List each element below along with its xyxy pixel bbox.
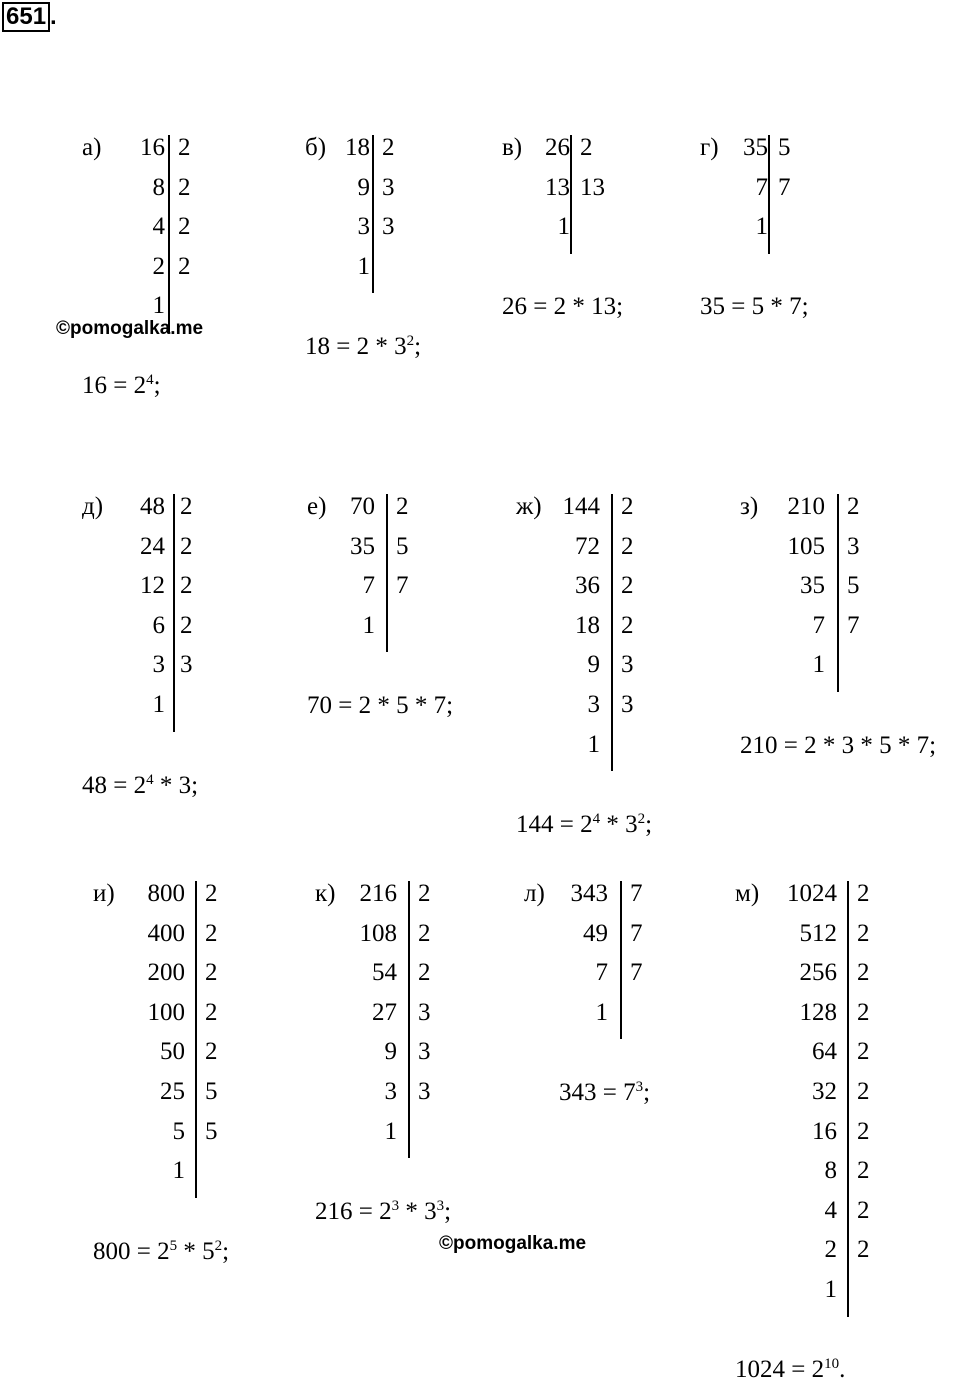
- prime-factor: 7: [630, 959, 643, 987]
- prime-factor: 2: [857, 880, 870, 907]
- result-text: 343 = 7: [559, 1079, 636, 1106]
- exponent: 3: [436, 1198, 445, 1214]
- prime-factor: 3: [847, 532, 860, 560]
- prime-factor: 2: [205, 919, 218, 947]
- dividend: 7: [595, 959, 608, 987]
- prime-factor: 2: [621, 611, 634, 639]
- dividend: 49: [583, 919, 608, 947]
- dividend: 2: [152, 252, 165, 280]
- dividend: 144: [562, 493, 600, 520]
- dividend: 1: [557, 213, 570, 241]
- dividend: 2: [824, 1236, 837, 1264]
- result-text: 16 = 2: [82, 372, 147, 399]
- prime-factor: 7: [630, 919, 643, 947]
- prime-factor: 2: [857, 1196, 870, 1224]
- prime-factor: 3: [418, 1078, 431, 1105]
- prime-factor: 2: [418, 919, 431, 947]
- prime-factor: 2: [857, 1078, 870, 1105]
- factorization-result: [315, 1197, 451, 1227]
- dividend: 1: [152, 691, 165, 718]
- dividend: 16: [812, 1117, 837, 1145]
- prime-factor: 2: [857, 1117, 870, 1145]
- dividend: 108: [359, 919, 397, 947]
- dividend: 7: [362, 572, 375, 600]
- result-text: * 3;: [153, 772, 199, 799]
- dividend: 1: [824, 1276, 837, 1303]
- division-line: [168, 135, 170, 333]
- result-text: 35 = 5 * 7;: [700, 293, 809, 320]
- prime-factor: 7: [778, 173, 791, 201]
- dividend: 12: [140, 572, 165, 600]
- dividend: 35: [350, 532, 375, 560]
- prime-factor: 2: [178, 173, 191, 201]
- dividend: 105: [787, 532, 825, 560]
- prime-factor: 2: [418, 880, 431, 907]
- prime-factor: 13: [580, 173, 605, 201]
- dividend: 6: [152, 611, 165, 639]
- prime-factor: 2: [178, 134, 191, 161]
- result-text: ;: [444, 1198, 452, 1225]
- prime-factor: 3: [418, 1038, 431, 1066]
- factorization-result: [82, 771, 198, 801]
- problem-number: [2, 2, 57, 32]
- dividend: 35: [800, 572, 825, 600]
- item-label: б): [305, 134, 327, 161]
- exponent: 3: [391, 1198, 400, 1214]
- prime-factor: 2: [180, 493, 193, 520]
- prime-factor: 5: [396, 532, 409, 560]
- item-label: к): [315, 880, 336, 907]
- result-text: ;: [414, 333, 422, 360]
- item-label: л): [524, 880, 545, 907]
- division-line: [620, 881, 622, 1039]
- dividend: 200: [147, 959, 185, 987]
- problem-number-box: 651: [2, 2, 50, 32]
- prime-factor: 2: [621, 493, 634, 520]
- dividend: 5: [172, 1117, 185, 1145]
- dividend: 1: [152, 292, 165, 320]
- prime-factor: 3: [621, 691, 634, 718]
- exponent: 3: [635, 1079, 644, 1095]
- problem-number-suffix: .: [50, 3, 57, 30]
- dividend: 70: [350, 493, 375, 520]
- item-label: в): [502, 134, 523, 161]
- factorization-result: [735, 1355, 845, 1385]
- result-text: 210 = 2 * 3 * 5 * 7;: [740, 732, 937, 759]
- item-label: а): [82, 134, 102, 161]
- factorization-result: [700, 292, 809, 322]
- division-line: [611, 494, 613, 771]
- prime-factor: 2: [178, 252, 191, 280]
- item-label: д): [82, 493, 104, 520]
- dividend: 24: [140, 532, 165, 560]
- dividend: 4: [824, 1196, 837, 1224]
- result-text: 216 = 2: [315, 1198, 392, 1225]
- result-text: 1024 = 2: [735, 1356, 825, 1383]
- factorization-result: [305, 332, 421, 362]
- exponent: 10: [824, 1356, 840, 1372]
- prime-factor: 2: [178, 213, 191, 241]
- dividend: 36: [575, 572, 600, 600]
- dividend: 9: [357, 173, 370, 201]
- factorization-result: [93, 1237, 229, 1267]
- item-label: и): [93, 880, 115, 907]
- prime-factor: 2: [205, 998, 218, 1026]
- prime-factor: 2: [580, 134, 593, 161]
- prime-factor: 5: [205, 1117, 218, 1145]
- prime-factor: 5: [205, 1078, 218, 1105]
- result-text: 48 = 2: [82, 772, 147, 799]
- dividend: 9: [384, 1038, 397, 1066]
- prime-factor: 2: [847, 493, 860, 520]
- dividend: 27: [372, 998, 397, 1026]
- result-text: * 5: [177, 1238, 215, 1265]
- prime-factor: 3: [418, 998, 431, 1026]
- exponent: 4: [146, 372, 154, 388]
- result-text: 26 = 2 * 13;: [502, 293, 624, 320]
- dividend: 54: [372, 959, 397, 987]
- dividend: 48: [140, 493, 165, 520]
- dividend: 25: [160, 1078, 185, 1105]
- factorization-result: [740, 731, 936, 761]
- dividend: 210: [787, 493, 825, 520]
- division-line: [570, 135, 572, 254]
- prime-factor: 2: [382, 134, 395, 161]
- dividend: 343: [570, 880, 608, 907]
- dividend: 7: [755, 173, 768, 201]
- dividend: 9: [587, 651, 600, 679]
- factorization-result: [307, 691, 453, 721]
- item-label: е): [307, 493, 327, 520]
- dividend: 13: [545, 173, 570, 201]
- prime-factor: 2: [857, 1038, 870, 1066]
- dividend: 1: [595, 998, 608, 1026]
- dividend: 18: [345, 134, 370, 161]
- division-line: [173, 494, 175, 732]
- dividend: 4: [152, 213, 165, 241]
- result-text: * 3: [399, 1198, 437, 1225]
- prime-factor: 2: [205, 1038, 218, 1066]
- dividend: 64: [812, 1038, 837, 1066]
- dividend: 18: [575, 611, 600, 639]
- dividend: 8: [152, 173, 165, 201]
- prime-factor: 2: [857, 1157, 870, 1185]
- dividend: 72: [575, 532, 600, 560]
- factorization-result: [82, 371, 161, 401]
- prime-factor: 7: [396, 572, 409, 600]
- dividend: 35: [743, 134, 768, 161]
- watermark-top: ©pomogalka.me: [56, 318, 204, 339]
- prime-factor: 5: [778, 134, 791, 161]
- dividend: 128: [799, 998, 837, 1026]
- dividend: 400: [147, 919, 185, 947]
- exponent: 4: [146, 772, 154, 788]
- prime-factor: 2: [180, 532, 193, 560]
- exponent: 5: [169, 1238, 178, 1254]
- dividend: 1: [587, 730, 600, 758]
- prime-factor: 3: [180, 651, 193, 679]
- prime-factor: 5: [847, 572, 860, 600]
- division-line: [768, 135, 770, 254]
- division-line: [837, 494, 839, 692]
- dividend: 1: [362, 611, 375, 639]
- prime-factor: 2: [205, 959, 218, 987]
- dividend: 8: [824, 1157, 837, 1185]
- result-text: 18 = 2 * 3: [305, 333, 407, 360]
- dividend: 50: [160, 1038, 185, 1066]
- result-text: ;: [153, 372, 161, 399]
- result-text: ;: [645, 811, 653, 838]
- division-line: [372, 135, 374, 293]
- dividend: 256: [799, 959, 837, 987]
- dividend: 3: [587, 691, 600, 718]
- prime-factor: 2: [418, 959, 431, 987]
- result-text: 800 = 2: [93, 1238, 170, 1265]
- item-label: з): [740, 493, 759, 520]
- exponent: 4: [592, 811, 601, 827]
- dividend: 512: [799, 919, 837, 947]
- dividend: 32: [812, 1078, 837, 1105]
- prime-factor: 2: [205, 880, 218, 907]
- exponent: 2: [406, 333, 415, 349]
- result-text: * 3: [600, 811, 638, 838]
- dividend: 100: [147, 998, 185, 1026]
- division-line: [386, 494, 388, 652]
- dividend: 800: [147, 880, 185, 907]
- factorization-result: [502, 292, 623, 322]
- result-text: 70 = 2 * 5 * 7;: [307, 692, 454, 719]
- prime-factor: 2: [857, 959, 870, 987]
- prime-factor: 3: [382, 173, 395, 201]
- dividend: 3: [152, 651, 165, 679]
- prime-factor: 2: [180, 611, 193, 639]
- factorization-result: [559, 1078, 650, 1108]
- result-text: 144 = 2: [516, 811, 593, 838]
- item-label: ж): [516, 493, 542, 520]
- prime-factor: 2: [396, 493, 409, 520]
- dividend: 1: [172, 1157, 185, 1185]
- prime-factor: 2: [857, 1236, 870, 1264]
- prime-factor: 2: [621, 572, 634, 600]
- dividend: 1: [357, 252, 370, 280]
- dividend: 216: [359, 880, 397, 907]
- item-label: м): [735, 880, 760, 907]
- dividend: 1: [755, 213, 768, 241]
- item-label: г): [700, 134, 719, 161]
- prime-factor: 7: [630, 880, 643, 907]
- dividend: 1: [812, 651, 825, 679]
- result-text: .: [839, 1356, 846, 1383]
- dividend: 3: [384, 1078, 397, 1105]
- dividend: 26: [545, 134, 570, 161]
- result-text: ;: [643, 1079, 651, 1106]
- division-line: [847, 881, 849, 1317]
- prime-factor: 7: [847, 611, 860, 639]
- dividend: 1024: [787, 880, 837, 907]
- dividend: 1: [384, 1117, 397, 1145]
- factorization-result: [516, 810, 652, 840]
- prime-factor: 2: [621, 532, 634, 560]
- prime-factor: 2: [857, 919, 870, 947]
- prime-factor: 3: [382, 213, 395, 241]
- prime-factor: 2: [180, 572, 193, 600]
- watermark-bottom: ©pomogalka.me: [439, 1233, 587, 1254]
- exponent: 2: [214, 1238, 223, 1254]
- exponent: 2: [637, 811, 646, 827]
- prime-factor: 2: [857, 998, 870, 1026]
- division-line: [408, 881, 410, 1158]
- division-line: [195, 881, 197, 1198]
- dividend: 16: [140, 134, 165, 161]
- dividend: 3: [357, 213, 370, 241]
- result-text: ;: [222, 1238, 230, 1265]
- dividend: 7: [812, 611, 825, 639]
- prime-factor: 3: [621, 651, 634, 679]
